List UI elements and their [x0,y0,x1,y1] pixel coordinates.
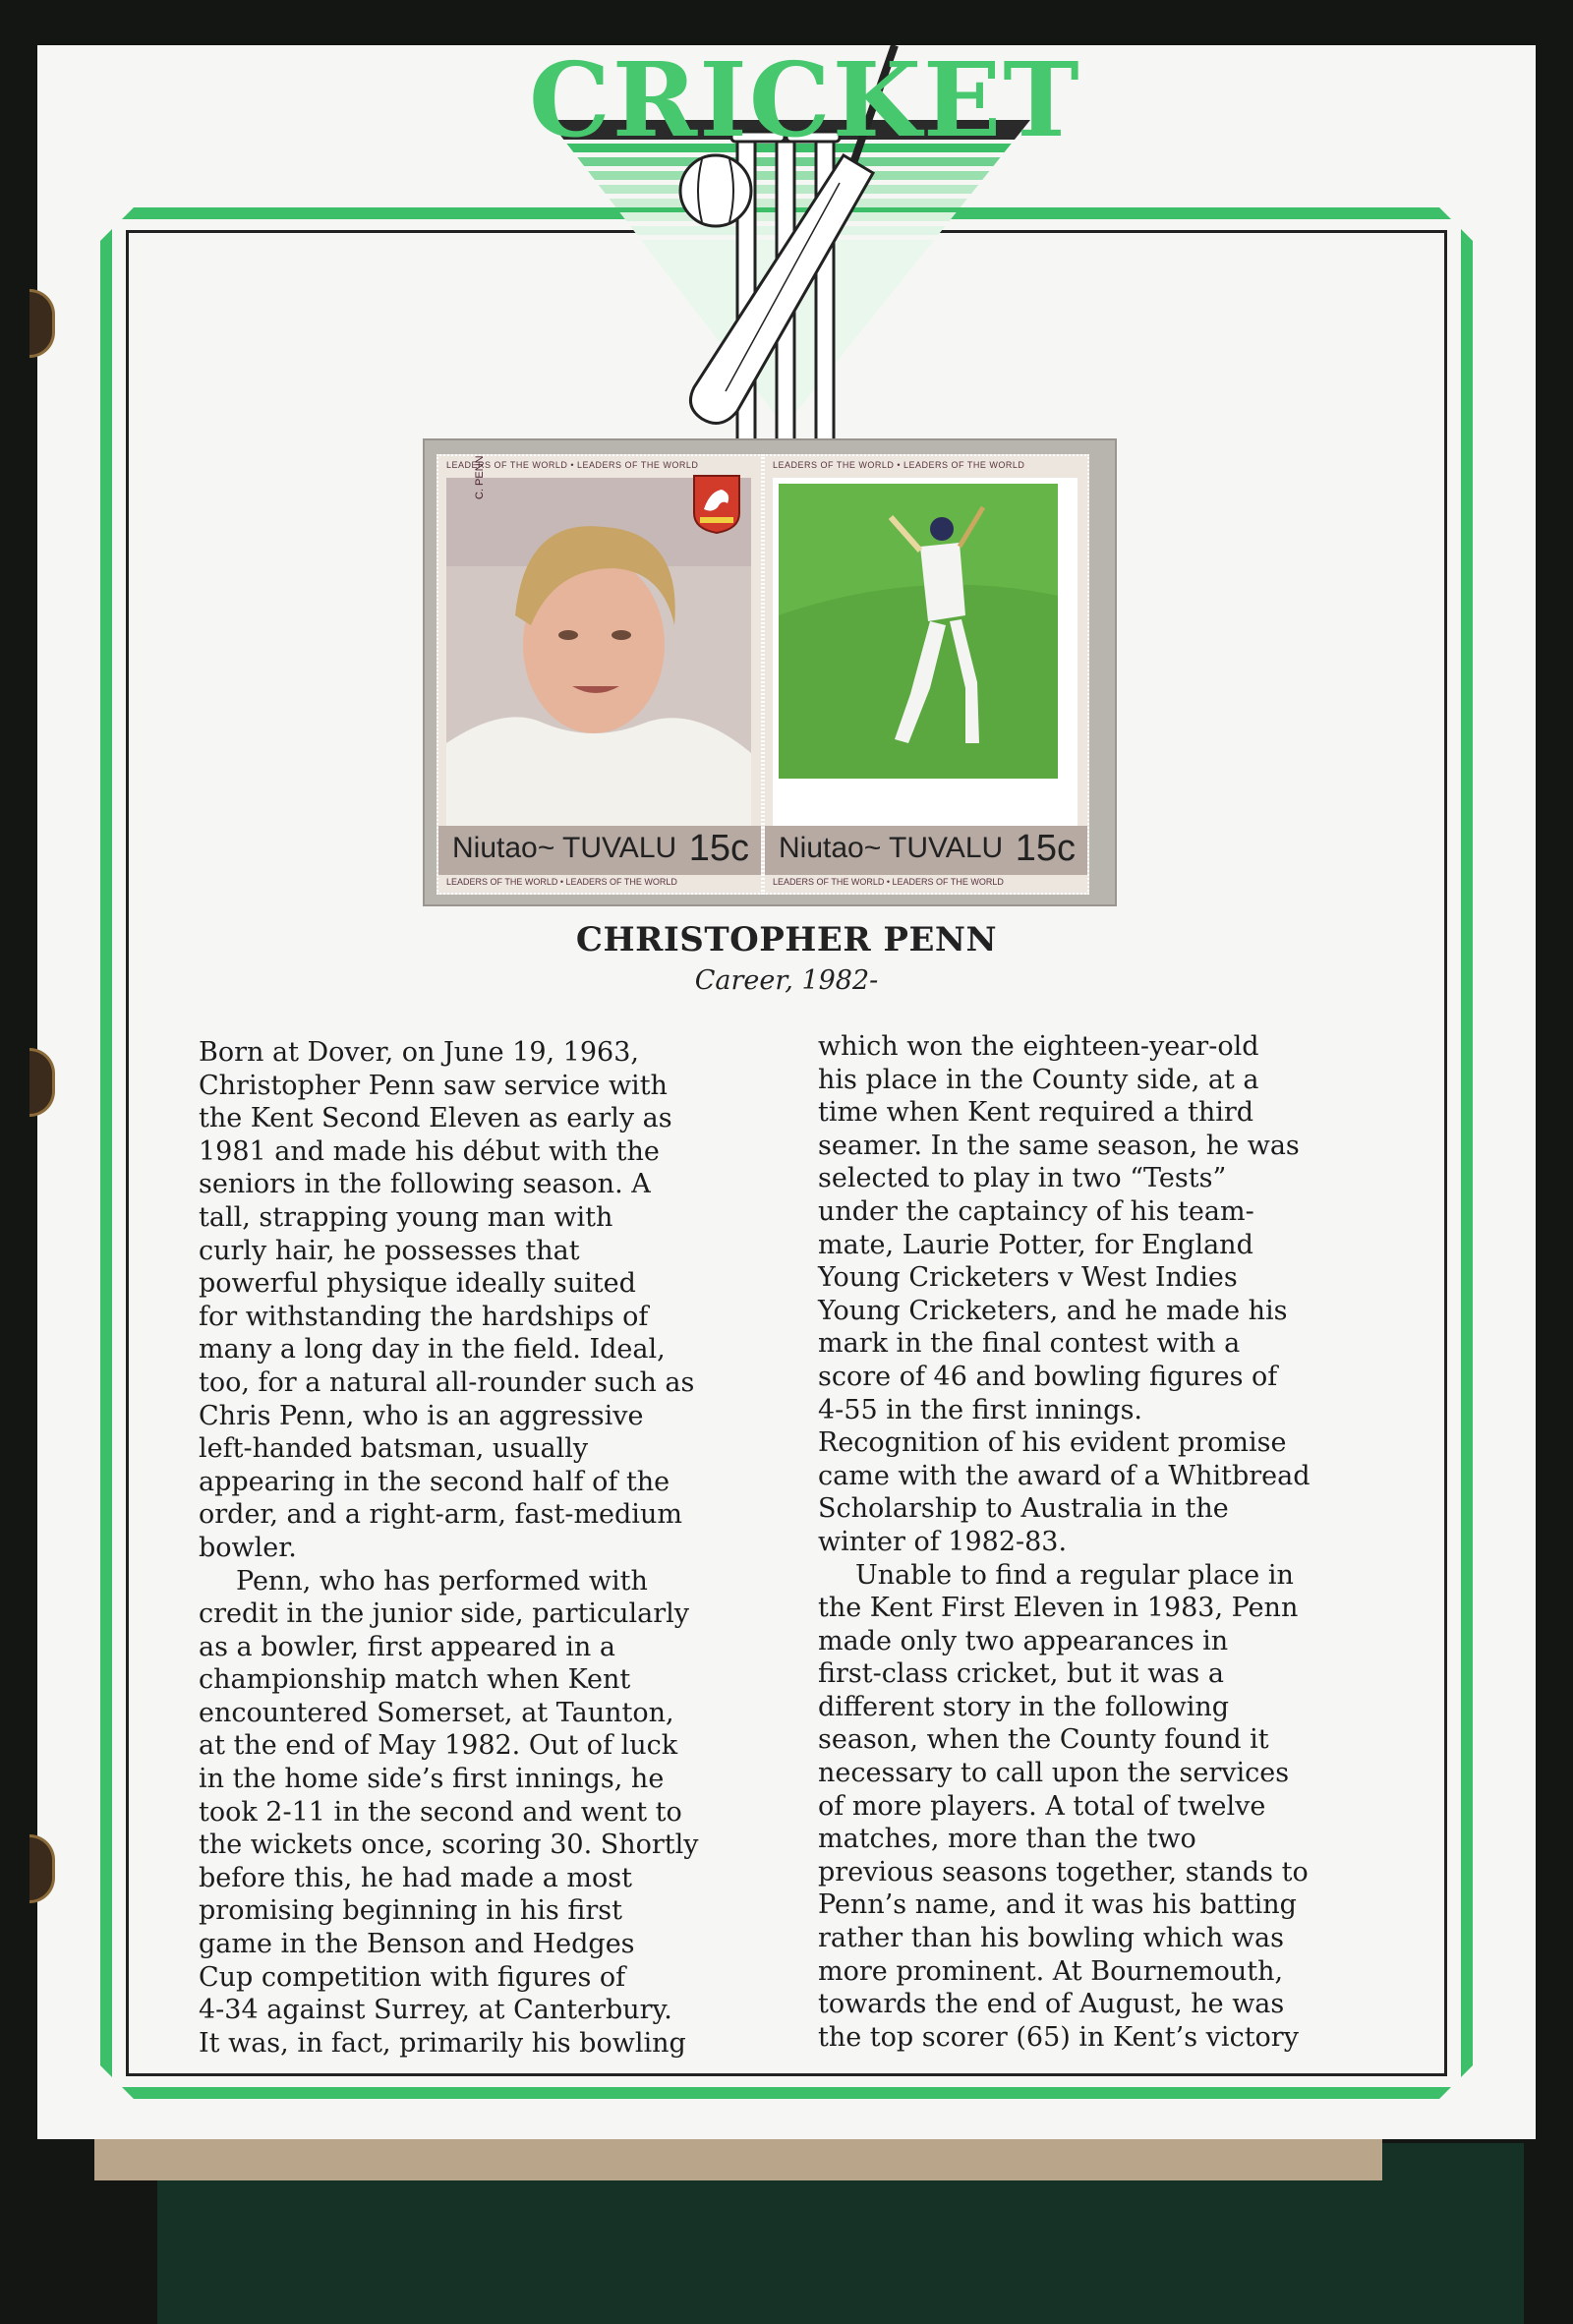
body-text-line: Recognition of his evident promise [818,1427,1287,1459]
body-text-line: under the captaincy of his team- [818,1195,1254,1227]
body-text-line: in the home side’s first innings, he [199,1764,665,1795]
body-text-line: order, and a right-arm, fast-medium [199,1499,682,1531]
body-text-line: promising beginning in his first [199,1895,622,1927]
body-text-line: winter of 1982-83. [818,1526,1068,1557]
body-text-line: time when Kent required a third [818,1097,1254,1129]
body-text-line: the top scorer (65) in Kent’s victory [818,2021,1299,2053]
stamp-action [763,454,1089,895]
stamp-value: 15c [1015,828,1076,869]
body-text-line: first-class cricket, but it was a [818,1658,1224,1690]
body-text-line: Scholarship to Australia in the [818,1493,1229,1525]
stamp-top-text: LEADERS OF THE WORLD • LEADERS OF THE WORLD [773,460,1025,470]
text-column-right [818,1030,1418,2054]
body-text-line: game in the Benson and Hedges [199,1929,635,1960]
body-text-line: 4-34 against Surrey, at Canterbury. [199,1995,672,2026]
stamp-value: 15c [688,828,749,869]
body-text-line: encountered Somerset, at Taunton, [199,1697,674,1728]
body-text-line: Young Cricketers v West Indies [818,1262,1238,1294]
body-text-line: 1981 and made his début with the [199,1135,660,1167]
body-text-line: curly hair, he possesses that [199,1235,580,1266]
body-text-line: tall, strapping young man with [199,1201,613,1233]
body-text-line: Penn’s name, and it was his batting [818,1889,1297,1921]
stamp-top-text: LEADERS OF THE WORLD • LEADERS OF THE WORLD [446,460,699,470]
body-text-line: seniors in the following season. A [199,1169,651,1200]
body-text-line: championship match when Kent [199,1664,631,1696]
body-text-line: Cup competition with figures of [199,1961,626,1993]
body-text-line: took 2-11 in the second and went to [199,1796,682,1828]
body-text-line: left-handed batsman, usually [199,1433,589,1465]
text-column-left [199,1036,788,2060]
body-text-line: powerful physique ideally suited [199,1268,636,1300]
binder-hole-2 [29,1048,55,1117]
binder-hole-3 [29,1834,55,1903]
body-text-line: It was, in fact, primarily his bowling [199,2027,686,2059]
body-text-line: Unable to find a regular place in [855,1559,1294,1591]
body-text-line: before this, he had made a most [199,1862,632,1893]
stamp-player-label: C. PENN [474,455,486,499]
body-text-line: Born at Dover, on June 19, 1963, [199,1037,639,1068]
body-text-line: at the end of May 1982. Out of luck [199,1730,678,1762]
body-text-line: score of 46 and bowling figures of [818,1361,1278,1392]
body-text-line: Penn, who has performed with [236,1565,648,1597]
body-text-line: too, for a natural all-rounder such as [199,1366,695,1398]
body-text-line: credit in the junior side, particularly [199,1598,690,1630]
stamp-country: Niutao~ TUVALU [779,832,1004,864]
body-text-line: mark in the final contest with a [818,1328,1241,1360]
body-text-line: season, when the County found it [818,1724,1269,1756]
kent-crest-icon [692,474,741,535]
body-text-line: many a long day in the field. Ideal, [199,1334,666,1365]
batting-image [773,478,1078,832]
body-text-line: bowler. [199,1532,297,1563]
stamp-bottom-text: LEADERS OF THE WORLD • LEADERS OF THE WORLD [446,877,677,887]
body-text-line: Young Cricketers, and he made his [818,1295,1288,1326]
cricket-logo [37,39,1536,458]
stamp-portrait [437,454,763,895]
body-text-line: towards the end of August, he was [818,1989,1285,2020]
underlying-page-edge [94,2139,1382,2180]
body-text-line: selected to play in two “Tests” [818,1163,1227,1194]
body-text-line: his place in the County side, at a [818,1064,1259,1095]
body-text-line: Chris Penn, who is an aggressive [199,1400,644,1431]
stamp-bottom-text: LEADERS OF THE WORLD • LEADERS OF THE WORLD [773,877,1004,887]
body-text-line: seamer. In the same season, he was [818,1130,1300,1161]
album-page [37,39,1536,2139]
body-text-line: which won the eighteen-year-old [818,1031,1259,1062]
body-text-line: more prominent. At Bournemouth, [818,1955,1284,1987]
body-text-line: made only two appearances in [818,1625,1229,1656]
body-text-line: 4-55 in the first innings. [818,1394,1143,1425]
cricket-logo-title: CRICKET [529,39,1081,160]
page-title: CHRISTOPHER PENN [575,920,998,959]
stamp-pair-mount [423,438,1117,906]
body-text-line: matches, more than the two [818,1824,1196,1855]
body-text-line: of more players. A total of twelve [818,1790,1266,1822]
body-text-line: mate, Laurie Potter, for England [818,1229,1253,1260]
body-text-line: for withstanding the hardships of [199,1301,649,1332]
body-text-line: rather than his bowling which was [818,1923,1284,1954]
body-text-line: appearing in the second half of the [199,1466,670,1497]
body-text-line: as a bowler, first appeared in a [199,1631,615,1662]
body-text-line: the wickets once, scoring 30. Shortly [199,1830,699,1861]
body-text-line: previous seasons together, stands to [818,1856,1309,1888]
body-text-line: the Kent First Eleven in 1983, Penn [818,1593,1299,1624]
body-text-line: different story in the following [818,1691,1230,1722]
body-text-line: Christopher Penn saw service with [199,1070,668,1101]
body-text-line: necessary to call upon the services [818,1758,1290,1789]
body-text-line: came with the award of a Whitbread [818,1460,1311,1491]
page-subtitle: Career, 1982- [694,965,879,996]
body-text-line: the Kent Second Eleven as early as [199,1103,672,1134]
stamp-country: Niutao~ TUVALU [452,832,677,864]
